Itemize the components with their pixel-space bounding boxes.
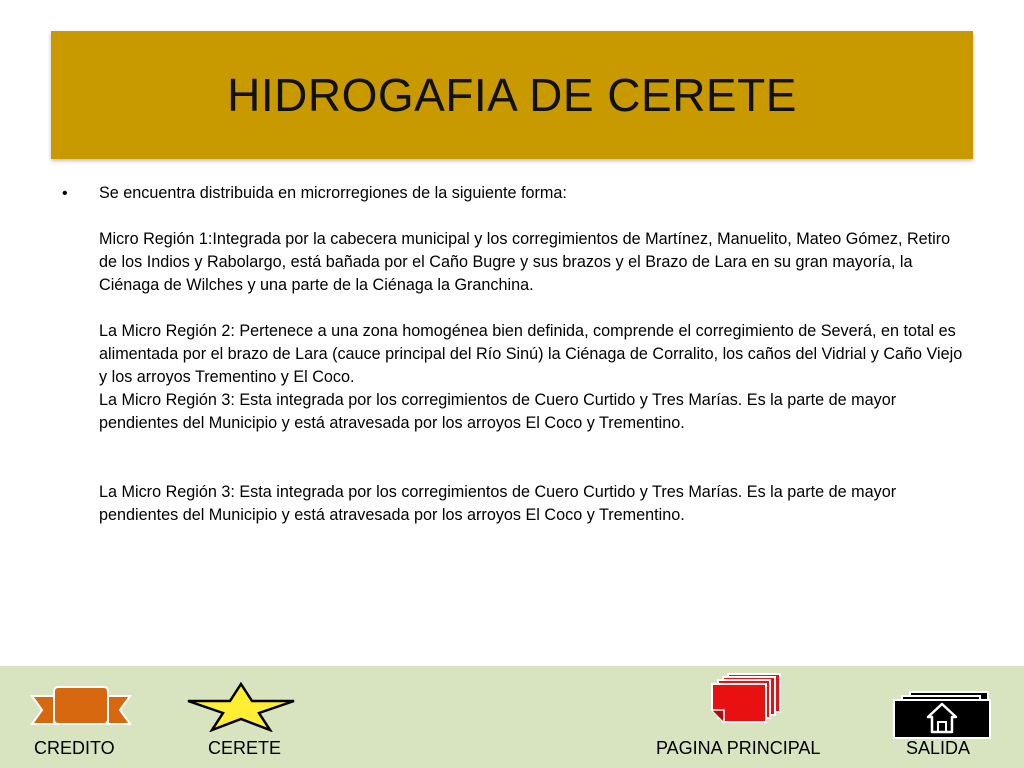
paragraph-region-3-repeat: La Micro Región 3: Esta integrada por los corregimientos de Cuero Curtido y Tres Marías. Es la parte de mayor pendientes del Municipio y está atravesada por los arroyos El Coco y Trementino. <box>99 483 897 524</box>
title-banner <box>51 31 973 159</box>
pagina-principal-label: PAGINA PRINCIPAL <box>656 738 821 758</box>
bullet-marker: • <box>62 185 68 202</box>
credito-button[interactable] <box>28 684 138 768</box>
ribbon-banner-icon <box>30 684 132 730</box>
bullet-body <box>99 182 972 527</box>
pagina-principal-button[interactable] <box>654 672 854 764</box>
slide-content <box>62 182 972 527</box>
stacked-pages-icon <box>710 672 782 726</box>
salida-label: SALIDA <box>906 738 971 758</box>
cerete-label: CERETE <box>208 738 282 758</box>
credito-label: CREDITO <box>34 738 115 758</box>
slide-title: HIDROGAFIA DE CERETE <box>227 69 797 121</box>
footer-nav-bar <box>0 666 1024 768</box>
salida-button[interactable] <box>892 690 996 768</box>
intro-text: Se encuentra distribuida en microrregiones de la siguiente forma: <box>99 184 567 202</box>
paragraph-region-3: La Micro Región 3: Esta integrada por los corregimientos de Cuero Curtido y Tres Marías. Es la parte de mayor pendientes del Municipio y está atravesada por los arroyos El Coco y Trementino. <box>99 391 897 432</box>
home-icon <box>892 690 994 740</box>
cerete-button[interactable] <box>186 682 298 768</box>
paragraph-region-1: Micro Región 1:Integrada por la cabecera municipal y los corregimientos de Martínez, Manuelito, Mateo Gómez, Retiro de los Indios y Rabolargo, está bañada por el Caño Bugre y sus brazos y el Brazo de Lara en su gran mayoría, la Ciénaga de Wilches y una parte de la Ciénaga la Granchina. <box>99 230 951 294</box>
star-icon <box>186 682 296 732</box>
bullet-item <box>62 182 972 527</box>
paragraph-region-2: La Micro Región 2: Pertenece a una zona homogénea bien definida, comprende el corregimiento de Severá, en total es alimentada por el brazo de Lara (cauce principal del Río Sinú) la Ciénaga de Corralito, los caños del Vidrial y Caño Viejo y los arroyos Trementino y El Coco. <box>99 322 963 386</box>
